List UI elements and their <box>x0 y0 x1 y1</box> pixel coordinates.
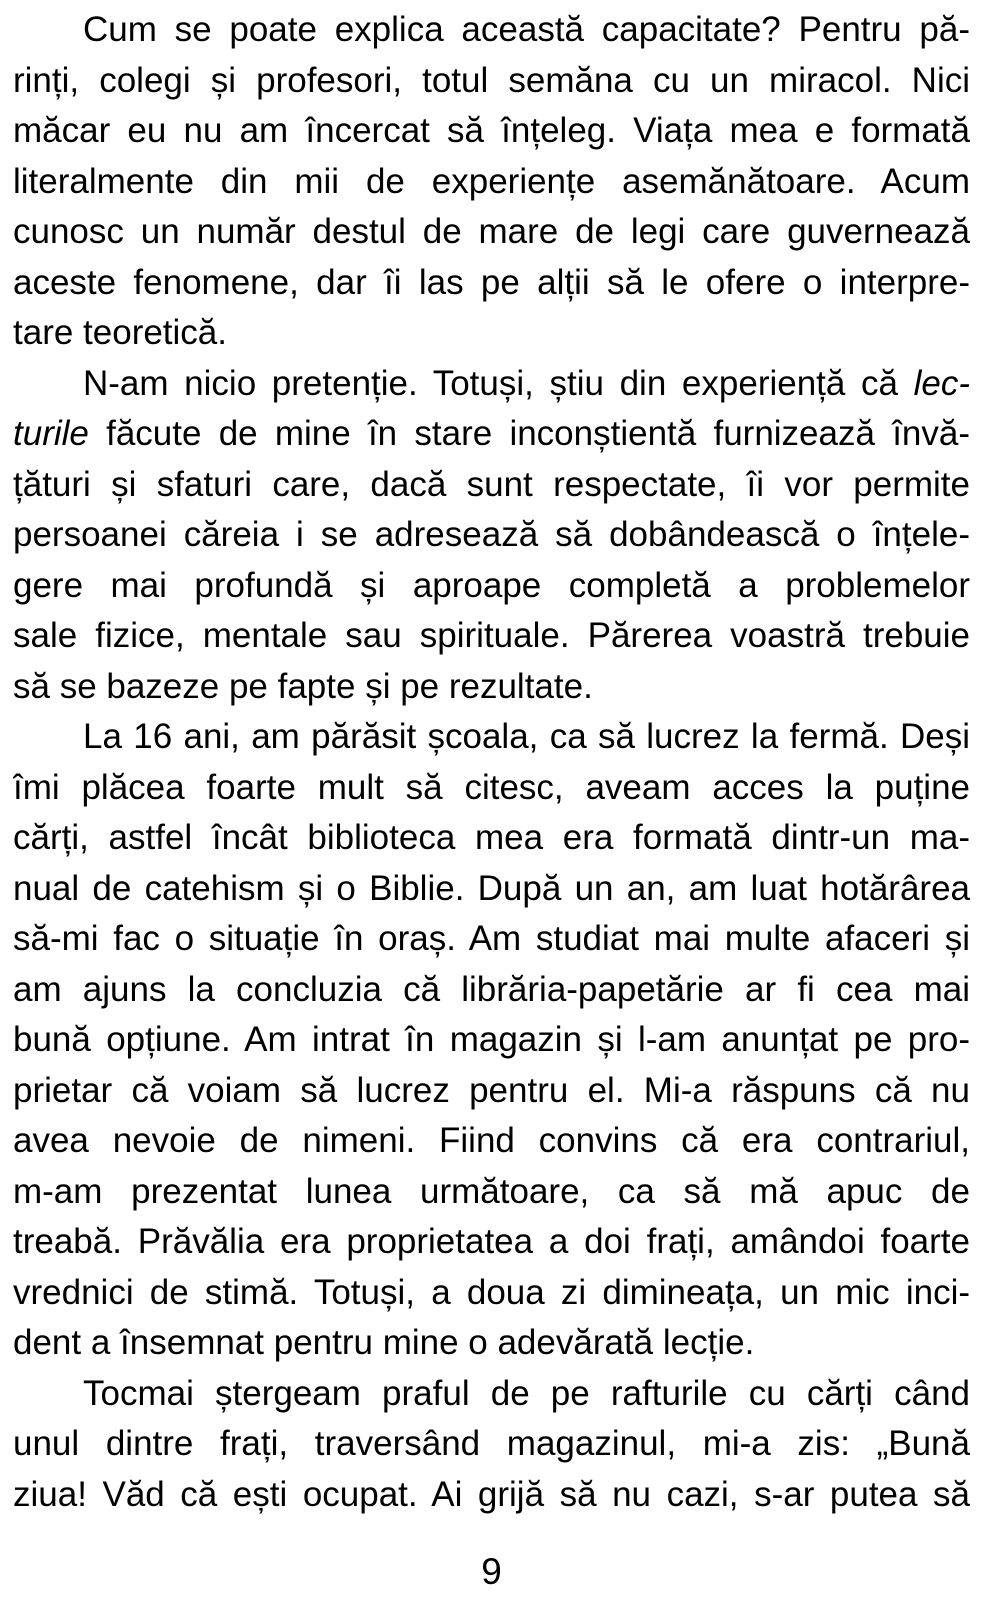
text-line <box>13 662 970 713</box>
text-line <box>13 56 970 107</box>
text-line <box>13 106 970 157</box>
text-segment: tare teoretică. <box>13 313 227 352</box>
text-line <box>13 965 970 1016</box>
text-segment: N-am nicio pretenție. Totuși, știu din experiență că <box>83 363 914 403</box>
text-line <box>13 561 970 612</box>
page-number: 9 <box>481 1551 502 1592</box>
text-line <box>13 1470 970 1521</box>
text-line <box>13 207 970 258</box>
text-line <box>13 611 970 662</box>
text-segment: rinți, colegi și profesori, totul semăna cu un miracol. Nici <box>13 60 970 100</box>
text-segment: m-am prezentat lunea următoare, ca să mă apuc de <box>13 1171 970 1211</box>
text-line <box>13 1369 970 1420</box>
text-segment: am ajuns la concluzia că librăria-papetărie ar fi cea mai <box>13 969 970 1009</box>
text-segment: ziua! Văd că ești ocupat. Ai grijă să nu cazi, s-ar putea să <box>13 1474 970 1514</box>
text-segment: bună opțiune. Am intrat în magazin și l-am anunțat pe pro- <box>13 1020 970 1059</box>
text-segment: La 16 ani, am părăsit școala, ca să lucrez la fermă. Deși <box>83 717 970 756</box>
text-segment: măcar eu nu am încercat să înțeleg. Viața mea e formată <box>13 111 970 150</box>
text-segment: nual de catehism și o Biblie. După un an, am luat hotărârea <box>13 868 970 908</box>
text-line <box>13 1268 970 1319</box>
paragraph <box>13 359 970 713</box>
italic-text-segment: lec- <box>913 363 970 403</box>
paragraph <box>13 712 970 1369</box>
text-line <box>13 1217 970 1268</box>
text-segment: prietar că voiam să lucrez pentru el. Mi-a răspuns că nu <box>13 1070 970 1110</box>
text-line <box>13 763 970 814</box>
text-segment: persoanei căreia i se adresează să dobândească o înțele- <box>13 515 970 554</box>
text-line <box>13 1419 970 1470</box>
text-line <box>13 864 970 915</box>
text-segment: îmi plăcea foarte mult să citesc, aveam acces la puține <box>13 767 970 807</box>
text-segment: vrednici de stimă. Totuși, a doua zi dimineața, un mic inci- <box>13 1272 970 1312</box>
text-line <box>13 1318 970 1369</box>
text-segment: să se bazeze pe fapte și pe rezultate. <box>13 666 593 706</box>
text-line <box>13 460 970 511</box>
text-segment: cărți, astfel încât biblioteca mea era formată dintr-un ma- <box>13 818 970 857</box>
text-segment: gere mai profundă și aproape completă a problemelor <box>13 565 970 605</box>
paragraph <box>13 1369 970 1521</box>
text-line <box>13 5 970 56</box>
text-line <box>13 510 970 561</box>
text-line <box>13 258 970 309</box>
text-segment: făcute de mine în stare inconștientă furnizează învă- <box>88 414 970 453</box>
text-block <box>13 5 970 1520</box>
text-segment: avea nevoie de nimeni. Fiind convins că era contrariul, <box>13 1121 970 1160</box>
text-segment: aceste fenomene, dar îi las pe alții să le ofere o interpre- <box>13 262 970 302</box>
text-segment: literalmente din mii de experiențe asemănătoare. Acum <box>13 161 970 201</box>
paragraph <box>13 5 970 359</box>
text-segment: unul dintre frați, traversând magazinul, mi-a zis: „Bună <box>13 1424 970 1463</box>
text-line <box>13 712 970 763</box>
text-segment: Tocmai ștergeam praful de pe rafturile cu cărți când <box>83 1373 970 1413</box>
text-line <box>13 1015 970 1066</box>
text-line <box>13 409 970 460</box>
text-segment: să-mi fac o situație în oraș. Am studiat mai multe afaceri și <box>13 919 970 958</box>
text-segment: sale fizice, mentale sau spirituale. Părerea voastră trebuie <box>13 616 970 655</box>
text-line <box>13 1116 970 1167</box>
text-segment: Cum se poate explica această capacitate? Pentru pă- <box>83 10 970 49</box>
text-line <box>13 1066 970 1117</box>
text-line <box>13 157 970 208</box>
text-line <box>13 308 970 359</box>
text-line <box>13 359 970 410</box>
text-line <box>13 914 970 965</box>
text-segment: treabă. Prăvălia era proprietatea a doi frați, amândoi foarte <box>13 1222 970 1261</box>
text-line <box>13 813 970 864</box>
text-segment: dent a însemnat pentru mine o adevărată lecție. <box>13 1323 755 1362</box>
text-line <box>13 1167 970 1218</box>
italic-text-segment: turile <box>13 414 89 453</box>
text-segment: țături și sfaturi care, dacă sunt respectate, îi vor permite <box>13 464 970 504</box>
text-segment: cunosc un număr destul de mare de legi care guvernează <box>13 212 970 251</box>
